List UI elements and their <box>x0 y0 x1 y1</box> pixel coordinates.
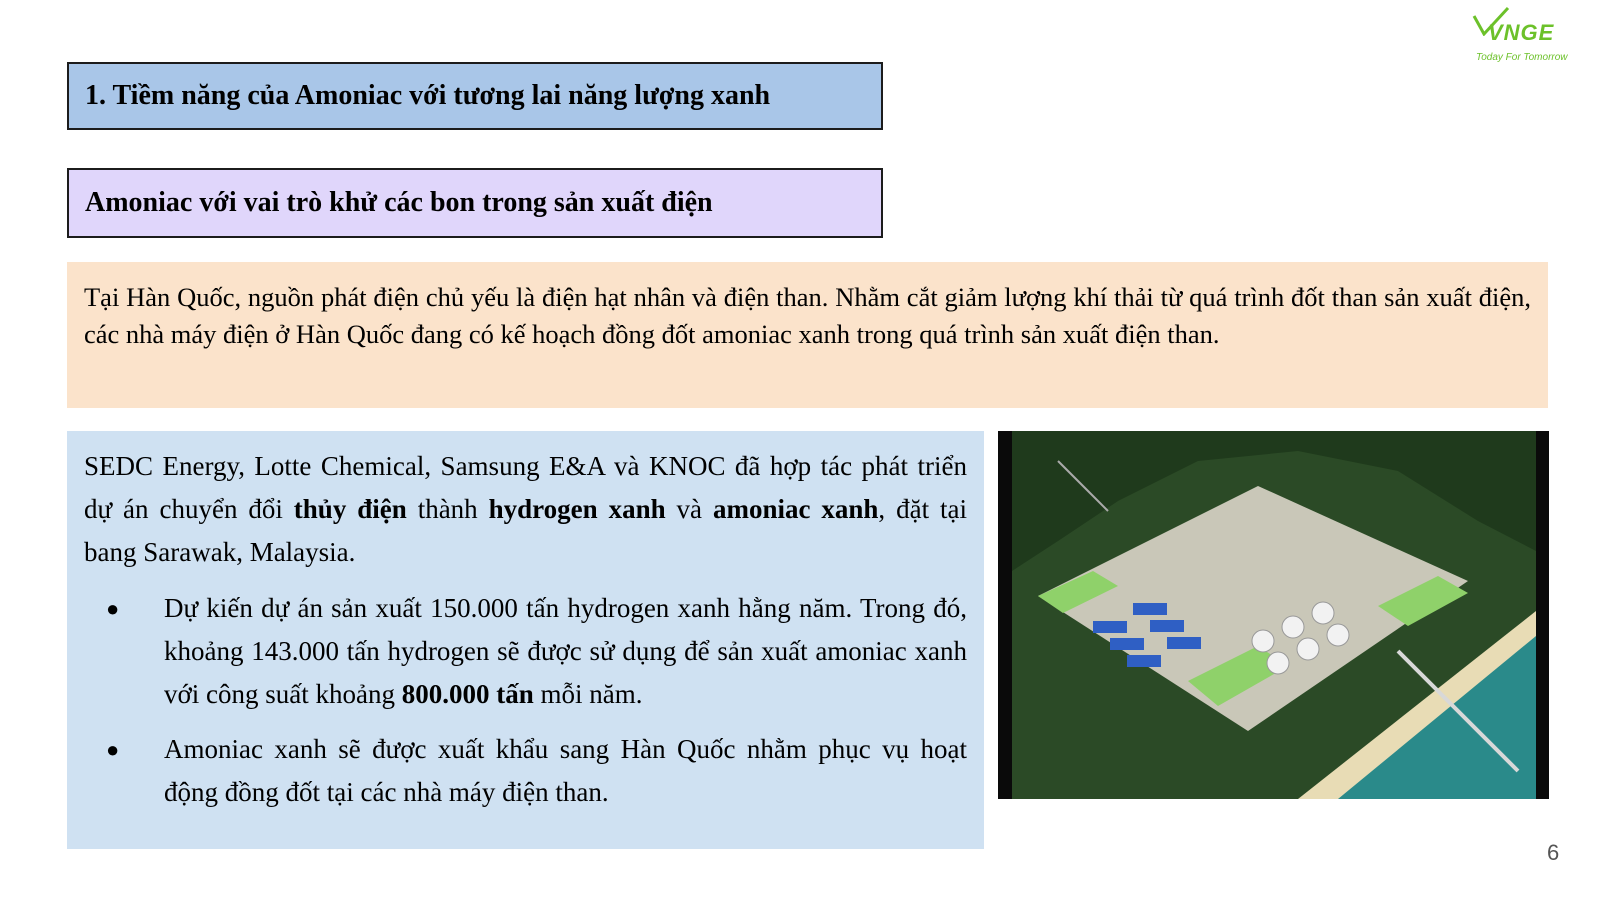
logo-tagline: Today For Tomorrow <box>1476 52 1568 63</box>
bullet-item-production <box>84 587 967 716</box>
vnge-logo <box>1468 6 1596 68</box>
intro-paragraph: Tại Hàn Quốc, nguồn phát điện chủ yếu là điện hạt nhân và điện than. Nhằm cắt giảm lượng khí thải từ quá trình đốt than sản xuất điện, các nhà máy điện ở Hàn Quốc đang có kế hoạch đồng đốt amoniac xanh trong quá trình sản xuất điện than. <box>84 282 1531 349</box>
logo-wordmark: VNGE <box>1488 20 1555 45</box>
section-title <box>67 62 883 130</box>
text-segment: mỗi năm. <box>533 679 643 709</box>
bullet-icon: ● <box>106 596 120 621</box>
text-segment: Amoniac xanh sẽ được xuất khẩu sang Hàn Quốc nhằm phục vụ hoạt động đồng đốt tại các nhà máy điện than. <box>164 734 967 807</box>
subsection-title-text: Amoniac với vai trò khử các bon trong sản xuất điện <box>85 187 713 218</box>
text-segment: , đặt tại bang Sarawak, Malaysia. <box>84 494 967 567</box>
text-segment: Dự kiến dự án sản xuất 150.000 tấn hydrogen xanh hằng năm. Trong đó, khoảng 143.000 tấn hydrogen sẽ được sử dụng để sản xuất amoniac xanh với công suất khoảng <box>164 593 967 709</box>
section-title-text: 1. Tiềm năng của Amoniac với tương lai năng lượng xanh <box>85 80 771 111</box>
project-paragraph <box>84 445 967 574</box>
bullet-icon: ● <box>106 737 120 762</box>
bullet-item-export <box>84 728 967 814</box>
bold-green-ammonia: amoniac xanh <box>712 494 879 524</box>
plant-aerial-image <box>998 431 1549 799</box>
text-segment: SEDC Energy, Lotte Chemical, Samsung E&A và KNOC đã hợp tác phát triển dự án chuyển đổi <box>84 451 967 524</box>
subsection-title <box>67 168 883 238</box>
text-segment: thành <box>406 494 489 524</box>
project-detail-box <box>67 431 984 849</box>
page-number: 6 <box>1547 840 1560 865</box>
intro-paragraph-box <box>67 262 1548 408</box>
bullet-list <box>84 587 967 814</box>
plant-illustration <box>998 431 1549 799</box>
text-segment: và <box>665 494 713 524</box>
bold-hydropower: thủy điện <box>293 494 407 524</box>
bold-green-hydrogen: hydrogen xanh <box>488 494 666 524</box>
bold-capacity: 800.000 tấn <box>401 679 534 709</box>
